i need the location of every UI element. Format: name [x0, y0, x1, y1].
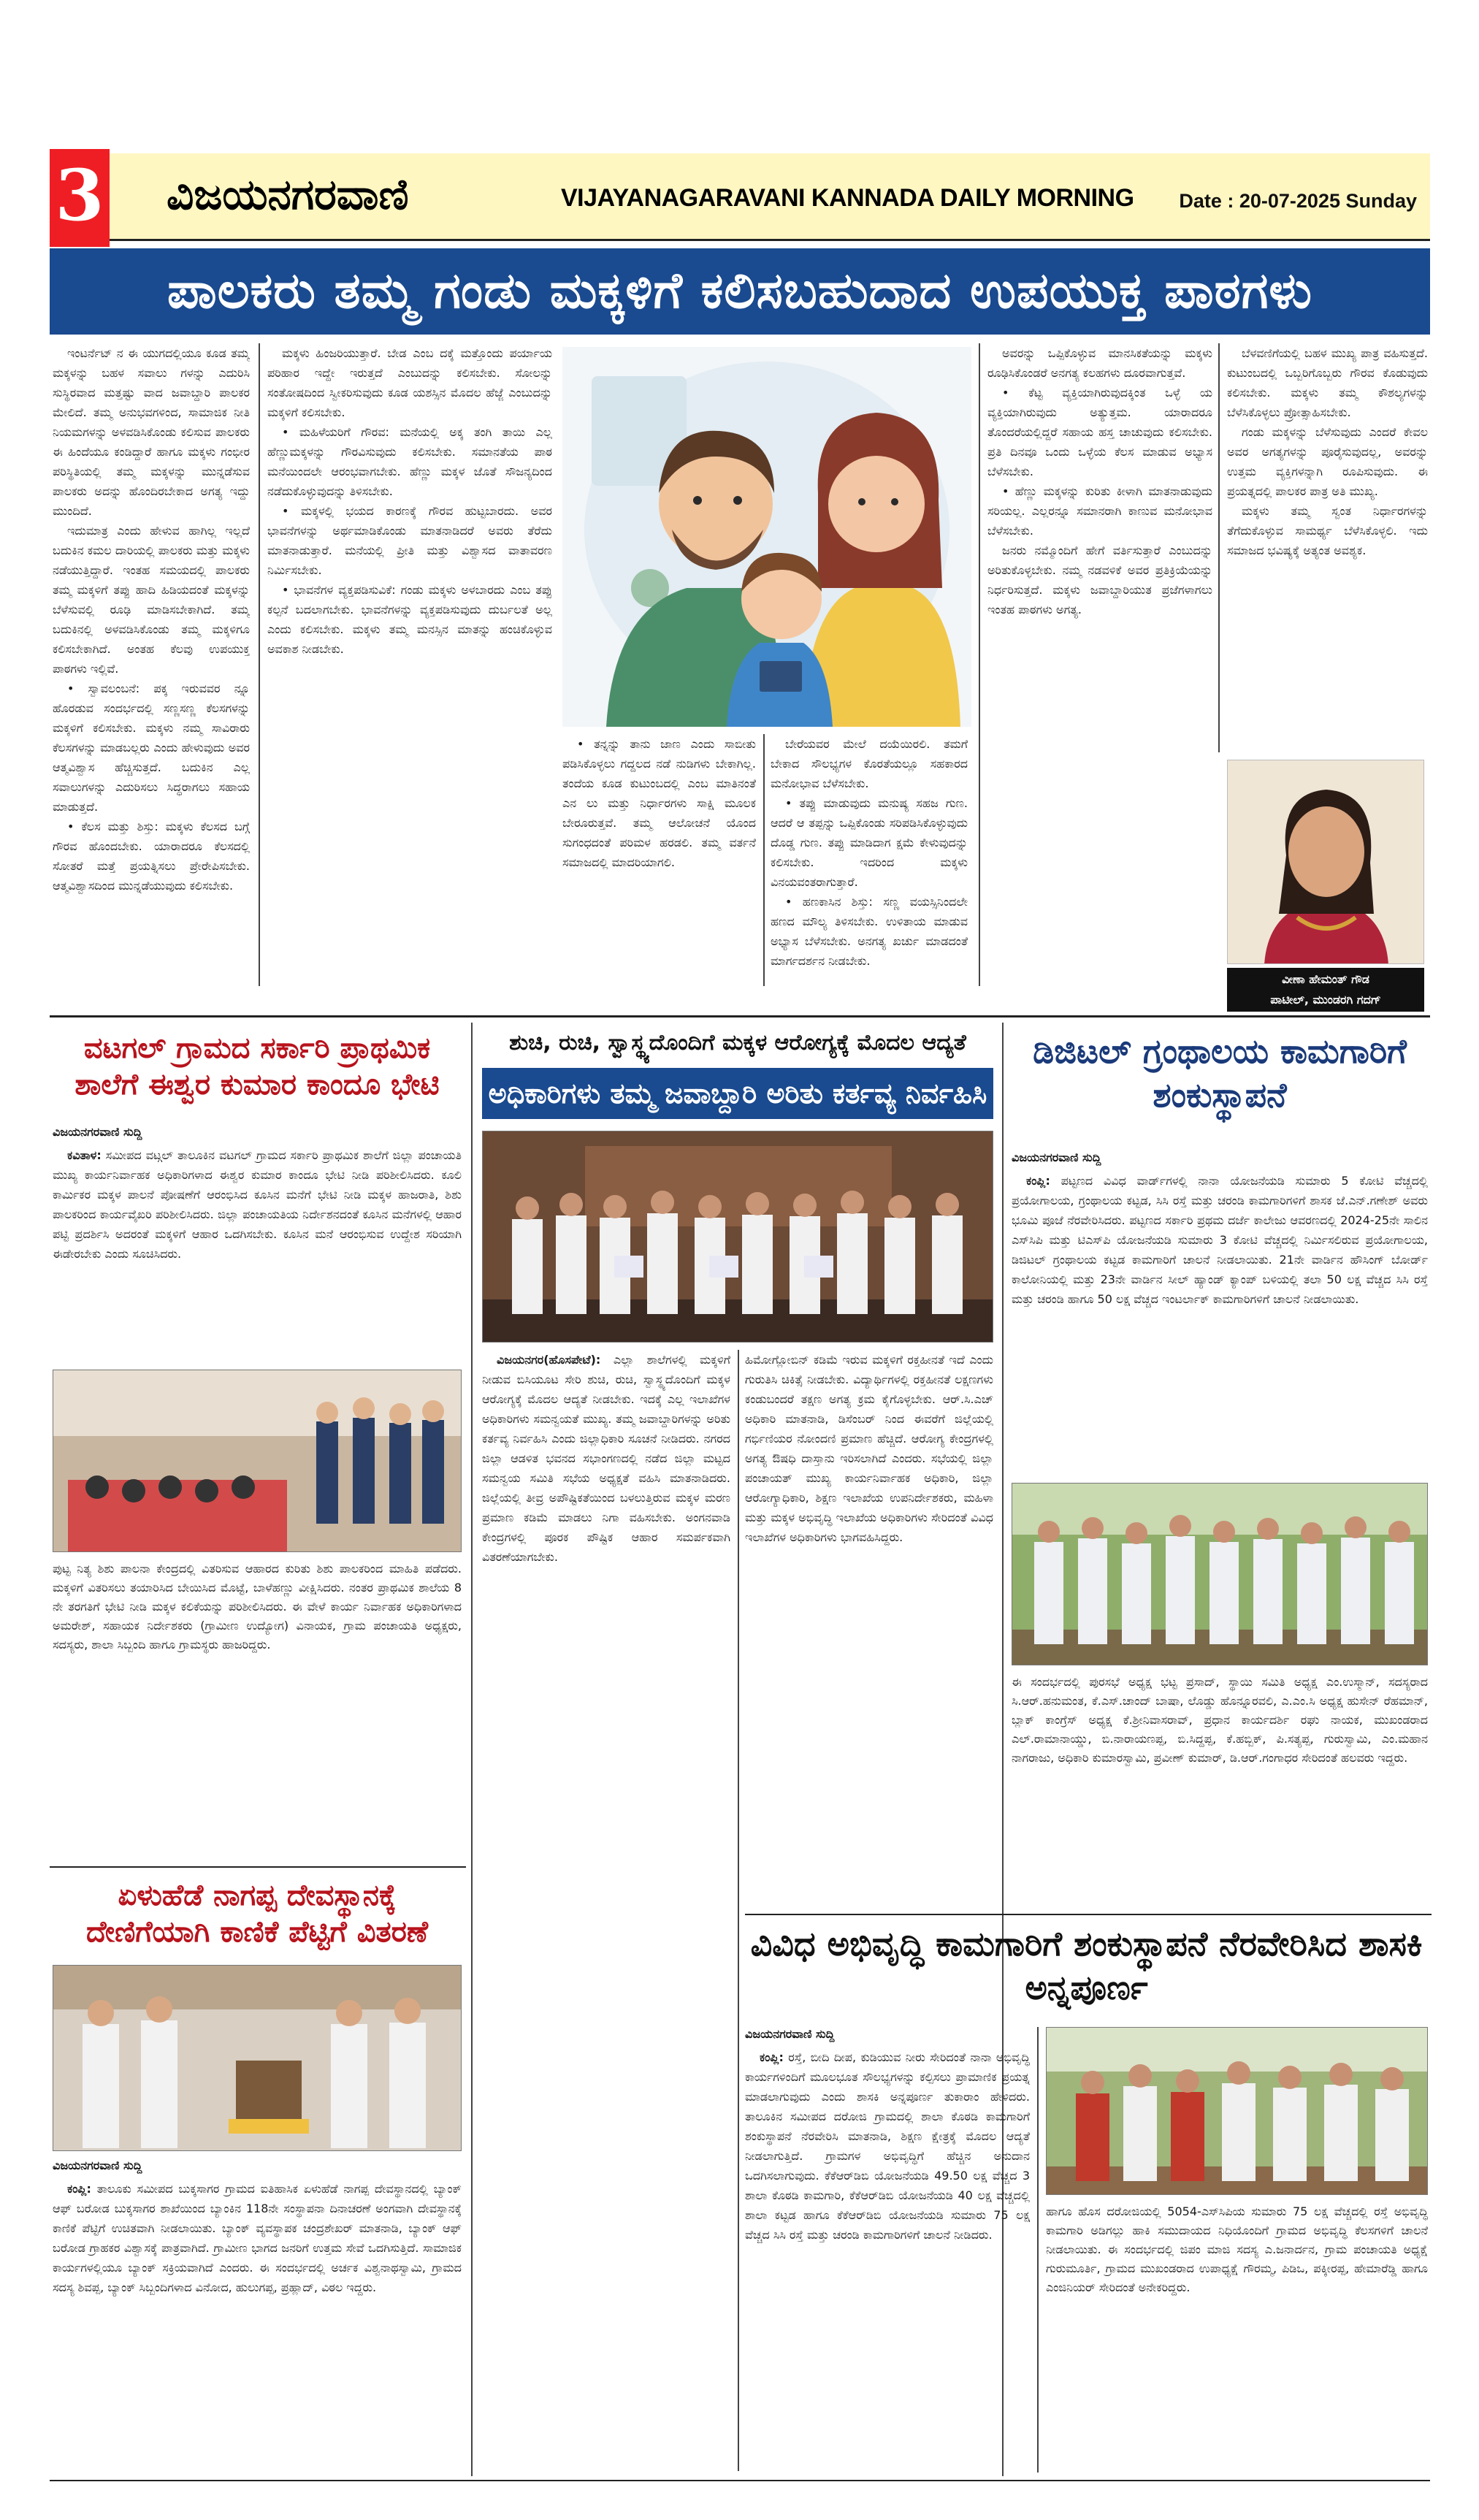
lead-paragraph: ಇದುಮಾತ್ರ ಎಂದು ಹೇಳುವ ಹಾಗಿಲ್ಲ ಇಲ್ಲದೆ ಬದುಕಿನ ಕಮಲ ದಾರಿಯಲ್ಲಿ ಪಾಲಕರು ಮತ್ತು ಮಕ್ಕಳು ನಡೆಯುತ್ತಿದ್ದಾರೆ. ಇಂತಹ ಸಮಯದಲ್ಲಿ ಪಾಲಕರು ತಮ್ಮ ಮಕ್ಕಳಿಗೆ ತಪ್ಪು ಹಾದಿ ಹಿಡಿಯದಂತೆ ಮಕ್ಕಳನ್ನು ಬೆಳೆಸುವಲ್ಲಿ ರೂಢಿ ಮಾಡಿಸಬೇಕಾಗಿದೆ. ತಮ್ಮ ಬದುಕಿನಲ್ಲಿ ಅಳವಡಿಸಿಕೊಂಡು ತಮ್ಮ ಮಕ್ಕಳಿಗೂ ಕಲಿಸಬೇಕಾಗಿದೆ. ಅಂತಹ ಕೆಲವು ಉಪಯುಕ್ತ ಪಾಠಗಳು ಇಲ್ಲಿವೆ. — [53, 524, 250, 676]
section-divider — [50, 1866, 466, 1868]
lead-headline: ಪಾಲಕರು ತಮ್ಮ ಗಂಡು ಮಕ್ಕಳಿಗೆ ಕಲಿಸಬಹುದಾದ ಉಪಯುಕ್ತ ಪಾಠಗಳು — [50, 248, 1430, 335]
lead-paragraph: • ಹಣಕಾಸಿನ ಶಿಸ್ತು: ಸಣ್ಣ ವಯಸ್ಸಿನಿಂದಲೇ ಹಣದ ಮೌಲ್ಯ ತಿಳಿಸಬೇಕು. ಉಳಿತಾಯ ಮಾಡುವ ಅಭ್ಯಾಸ ಬೆಳೆಸಬೇಕು. ಅನಗತ್ಯ ಖರ್ಚು ಮಾಡದಂತೆ ಮಾರ್ಗದರ್ಶನ ನೀಡಬೇಕು. — [771, 895, 968, 968]
temple-text: ತಾಲೂಕು ಸಮೀಪದ ಬುಕ್ಕಸಾಗರ ಗ್ರಾಮದ ಐತಿಹಾಸಿಕ ಏಳುಹೆಡೆ ನಾಗಪ್ಪ ದೇವಸ್ಥಾನದಲ್ಲಿ ಬ್ಯಾಂಕ್ ಆಫ್ ಬರೋಡ ಬುಕ್ಕಸಾಗರ ಶಾಖೆಯಿಂದ ಬ್ಯಾಂಕಿನ 118ನೇ ಸಂಸ್ಥಾಪನಾ ದಿನಾಚರಣೆ ಅಂಗವಾಗಿ ದೇವಸ್ಥಾನಕ್ಕೆ ಕಾಣಿಕೆ ಪೆಟ್ಟಿಗೆ ಉಚಿತವಾಗಿ ನೀಡಲಾಯಿತು. ಬ್ಯಾಂಕ್ ವ್ಯವಸ್ಥಾಪಕ ಚಂದ್ರಶೇಖರ್ ಮಾತನಾಡಿ, ಬ್ಯಾಂಕ್ ಆಫ್ ಬರೋಡ ಗ್ರಾಹಕರ ವಿಶ್ವಾಸಕ್ಕೆ ಪಾತ್ರವಾಗಿದೆ. ಗ್ರಾಮೀಣ ಭಾಗದ ಜನರಿಗೆ ಉತ್ತಮ ಸೇವೆ ಒದಗಿಸುತ್ತಿದೆ. ಸಾಮಾಜಿಕ ಕಾರ್ಯಗಳಲ್ಲಿಯೂ ಬ್ಯಾಂಕ್ ಸಕ್ರಿಯವಾಗಿದೆ ಎಂದರು. ಈ ಸಂದರ್ಭದಲ್ಲಿ ಅರ್ಚಕ ವಿಶ್ವನಾಥಸ್ವಾಮಿ, ಗ್ರಾಮದ ಸದಸ್ಯ ಶಿವಪ್ಪ, ಬ್ಯಾಂಕ್ ಸಿಬ್ಬಂದಿಗಳಾದ ವಿನೋದ, ಹುಲುಗಪ್ಪ, ಪ್ರಹ್ಲಾದ್, ವಿಠಲ ಇದ್ದರು. — [53, 2182, 462, 2294]
works-body-left — [745, 2047, 1030, 2471]
temple-photo — [53, 1965, 462, 2151]
works-text: ರಸ್ತೆ, ಬೀದಿ ದೀಪ, ಕುಡಿಯುವ ನೀರು ಸೇರಿದಂತೆ ನಾನಾ ಅಭಿವೃದ್ಧಿ ಕಾರ್ಯಗಳಿಂದಿಗೆ ಮೂಲಭೂತ ಸೌಲಭ್ಯಗಳನ್ನು ಕಲ್ಪಿಸಲು ಪ್ರಾಮಾಣಿಕ ಪ್ರಯತ್ನ ಮಾಡಲಾಗುವುದು ಎಂದು ಶಾಸಕಿ ಅನ್ನಪೂರ್ಣ ತುಕಾರಾಂ ಹೇಳಿದರು. ತಾಲೂಕಿನ ಸಮೀಪದ ದರೋಜಿ ಗ್ರಾಮದಲ್ಲಿ ಶಾಲಾ ಕೊಠಡಿ ಕಾಮಗಾರಿಗೆ ಶಂಕುಸ್ಥಾಪನೆ ನೆರವೇರಿಸಿ ಮಾತನಾಡಿ, ಶಿಕ್ಷಣ ಕ್ಷೇತ್ರಕ್ಕೆ ಮೊದಲ ಆದ್ಯತೆ ನೀಡಲಾಗುತ್ತಿದೆ. ಗ್ರಾಮಗಳ ಅಭಿವೃದ್ಧಿಗೆ ಹೆಚ್ಚಿನ ಅನುದಾನ ಒದಗಿಸಲಾಗುವುದು. ಕೆಕೆಆರ್‌ಡಿಬಿ ಯೋಜನೆಯಡಿ 49.50 ಲಕ್ಷ ವೆಚ್ಚದ 3 ಶಾಲಾ ಕೊಠಡಿ ಕಾಮಗಾರಿ, ಕೆಕೆಆರ್‌ಡಿಬಿ ಯೋಜನೆಯಡಿ 40 ಲಕ್ಷ ವೆಚ್ಚದಲ್ಲಿ ಶಾಲಾ ಕಟ್ಟಡ ಹಾಗೂ ಕೆಕೆಆರ್‌ಡಿಬಿ ಯೋಜನೆಯಡಿ ಸುಮಾರು 75 ಲಕ್ಷ ವೆಚ್ಚದ ಸಿಸಿ ರಸ್ತೆ ಮತ್ತು ಚರಂಡಿ ಕಾಮಗಾರಿಗಳಿಗೆ ಚಾಲನೆ ನೀಡಿದರು. — [745, 2050, 1030, 2242]
lead-paragraph: • ಕೆಲಸ ಮತ್ತು ಶಿಸ್ತು: ಮಕ್ಕಳು ಕೆಲಸದ ಬಗ್ಗೆ ಗೌರವ ಹೊಂದಬೇಕು. ಯಾರಾದರೂ ಕೆಲಸದಲ್ಲಿ ಸೋತರೆ ಮತ್ತೆ ಪ್ರಯತ್ನಿಸಲು ಪ್ರೇರೇಪಿಸಬೇಕು. ಆತ್ಮವಿಶ್ವಾಸದಿಂದ ಮುನ್ನಡೆಯುವುದು ಕಲಿಸಬೇಕು. — [53, 820, 250, 893]
newspaper-title-kannada: ವಿಜಯನಗರವಾಣಿ — [167, 169, 409, 219]
health-kicker: ಶುಚಿ, ರುಚಿ, ಸ್ವಾಸ್ಥ್ಯದೊಂದಿಗೆ ಮಕ್ಕಳ ಆರೋಗ್ಯಕ್ಕೆ ಮೊದಲ ಆದ್ಯತೆ — [509, 1030, 966, 1055]
health-body-left — [482, 1350, 730, 2471]
lead-paragraph: • ಮಹಿಳೆಯರಿಗೆ ಗೌರವ: ಮನೆಯಲ್ಲಿ ಅಕ್ಕ ತಂಗಿ ತಾಯಿ ಎಲ್ಲ ಹೆಣ್ಣುಮಕ್ಕಳನ್ನು ಗೌರವಿಸುವುದು ಕಲಿಸಬೇಕು. ಸಮಾನತೆಯ ಪಾಠ ಮನೆಯಿಂದಲೇ ಆರಂಭವಾಗಬೇಕು. ಹೆಣ್ಣು ಮಕ್ಕಳ ಜೊತೆ ಸೌಜನ್ಯದಿಂದ ನಡೆದುಕೊಳ್ಳುವುದನ್ನು ತಿಳಿಸಬೇಕು. — [267, 425, 552, 498]
lead-paragraph: ಬೇರೆಯವರ ಮೇಲೆ ದಯೆಯಿರಲಿ. ತಮಗೆ ಬೇಕಾದ ಸೌಲಭ್ಯಗಳ ಕೊರತೆಯಲ್ಲೂ ಸಹಕಾರದ ಮನೋಭಾವ ಬೆಳೆಸಬೇಕು. — [771, 737, 968, 790]
lead-paragraph: • ಮಕ್ಕಳಲ್ಲಿ ಭಯದ ಕಾರಣಕ್ಕೆ ಗೌರವ ಹುಟ್ಟಬಾರದು. ಅವರ ಭಾವನೆಗಳನ್ನು ಅರ್ಥಮಾಡಿಕೊಂಡು ಮಾತನಾಡಿದರೆ ಅವರು ತೆರೆದು ಮಾತನಾಡುತ್ತಾರೆ. ಮನೆಯಲ್ಲಿ ಪ್ರೀತಿ ಮತ್ತು ವಿಶ್ವಾಸದ ವಾತಾವರಣ ನಿರ್ಮಿಸಬೇಕು. — [267, 504, 552, 577]
health-headline: ಅಧಿಕಾರಿಗಳು ತಮ್ಮ ಜವಾಬ್ದಾರಿ ಅರಿತು ಕರ್ತವ್ಯ ನಿರ್ವಹಿಸಿ — [482, 1068, 993, 1119]
lead-paragraph: • ತನ್ನನ್ನು ತಾನು ಜಾಣ ಎಂದು ಸಾಬೀತು ಪಡಿಸಿಕೊಳ್ಳಲು ಗದ್ದಲದ ನಡೆ ನುಡಿಗಳು ಬೇಕಾಗಿಲ್ಲ. ತಂದೆಯ ಕೂಡ ಕುಟುಂಬದಲ್ಲಿ ಎಂಬ ಮಾತಿನಂತೆ ಎನ ಲು ಮತ್ತು ನಿರ್ಧಾರಗಳು ಸಾಕ್ಷಿ ಮೂಲಕ ಬೇರೂರುತ್ತವೆ. ತಮ್ಮ ಆಲೋಚನೆ ಯೊಂದ ಸುಗಂಧದಂತೆ ಪರಿಮಳ ಹರಡಲಿ. ತಮ್ಮ ವರ್ತನೆ ಸಮಾಜದಲ್ಲಿ ಮಾದರಿಯಾಗಲಿ. — [562, 737, 756, 869]
column-divider — [471, 1023, 473, 2476]
lead-paragraph: ಇಂಟರ್ನೆಟ್ ನ ಈ ಯುಗದಲ್ಲಿಯೂ ಕೂಡ ತಮ್ಮ ಮಕ್ಕಳನ್ನು ಬಹಳ ಸವಾಲು ಗಳನ್ನು ಎದುರಿಸಿ ಸುಸ್ಥಿರವಾದ ಮತ್ತಷ್ಟು ವಾದ ಜವಾಬ್ದಾರಿ ಪಾಲಕರ ಮೇಲಿದೆ. ತಮ್ಮ ಅನುಭವಗಳಿಂದ, ಸಾಮಾಜಿಕ ನೀತಿ ನಿಯಮಗಳನ್ನು ಅಳವಡಿಸಿಕೊಂಡು ಕಲಿಸುವ ಪಾಲಕರು ಈ ಹಿಂದೆಯೂ ಕಂಡಿದ್ದಾರೆ ಹಾಗೂ ಮಕ್ಕಳು ಗಂಭೀರ ಪರಿಸ್ಥಿತಿಯಲ್ಲಿ ತಮ್ಮ ಮಕ್ಕಳನ್ನು ಮುನ್ನಡೆಸುವ ಪಾಲಕರು ಅದನ್ನು ಹೊಂದಿರಬೇಕಾದ ಅಗತ್ಯ ಇದ್ದು ಮುಂದಿದೆ. — [53, 346, 250, 518]
lead-paragraph: ಜನರು ನಮ್ಮೊಂದಿಗೆ ಹೇಗೆ ವರ್ತಿಸುತ್ತಾರೆ ಎಂಬುದನ್ನು ಅರಿತುಕೊಳ್ಳಬೇಕು. ನಮ್ಮ ನಡವಳಿಕೆ ಅವರ ಪ್ರತಿಕ್ರಿಯೆಯನ್ನು ನಿರ್ಧರಿಸುತ್ತದೆ. ಮಕ್ಕಳು ಜವಾಬ್ದಾರಿಯುತ ಪ್ರಜೆಗಳಾಗಲು ಇಂತಹ ಪಾಠಗಳು ಅಗತ್ಯ. — [987, 543, 1212, 616]
column-divider — [738, 1350, 739, 2471]
lead-paragraph: • ಹೆಣ್ಣು ಮಕ್ಕಳನ್ನು ಕುರಿತು ಕೀಳಾಗಿ ಮಾತನಾಡುವುದು ಸರಿಯಲ್ಲ. ಎಲ್ಲರನ್ನೂ ಸಮಾನರಾಗಿ ಕಾಣುವ ಮನೋಭಾವ ಬೆಳೆಸಬೇಕು. — [987, 484, 1212, 538]
library-text: ಪಟ್ಟಣದ ವಿವಿಧ ವಾರ್ಡ್‌ಗಳಲ್ಲಿ ನಾನಾ ಯೋಜನೆಯಡಿ ಸುಮಾರು 5 ಕೋಟಿ ವೆಚ್ಚದಲ್ಲಿ ಪ್ರಯೋಗಾಲಯ, ಗ್ರಂಥಾಲಯ ಕಟ್ಟಡ, ಸಿಸಿ ರಸ್ತೆ ಮತ್ತು ಚರಂಡಿ ಕಾಮಗಾರಿಗಳಿಗೆ ಶಾಸಕ ಜೆ.ಎನ್.ಗಣೇಶ್ ಅವರು ಭೂಮಿ ಪೂಜೆ ನೆರವೇರಿಸಿದರು. ಪಟ್ಟಣದ ಸರ್ಕಾರಿ ಪ್ರಥಮ ದರ್ಜೆ ಕಾಲೇಜು ಆವರಣದಲ್ಲಿ 2024-25ನೇ ಸಾಲಿನ ಎಸ್‌ಸಿಪಿ ಮತ್ತು ಟಿಎಸ್‌ಪಿ ಯೋಜನೆಯಡಿ ಸುಮಾರು 3 ಕೋಟಿ ವೆಚ್ಚದಲ್ಲಿ ನಿರ್ಮಿಸಲಿರುವ ಪ್ರಯೋಗಾಲಯ, ಡಿಜಿಟಲ್ ಗ್ರಂಥಾಲಯ ಕಟ್ಟಡ ಕಾಮಗಾರಿಗೆ ಚಾಲನೆ ನೀಡಲಾಯಿತು. 21ನೇ ವಾರ್ಡಿನ ಹೌಸಿಂಗ್ ಬೋರ್ಡ್ ಕಾಲೋನಿಯಲ್ಲಿ ಮತ್ತು 23ನೇ ವಾರ್ಡಿನ ಸೀಲ್ ಹ್ಯಾಂಡ್ ಕ್ಯಾಂಪ್ ಬಳಿಯಲ್ಲಿ ತಲಾ 50 ಲಕ್ಷ ವೆಚ್ಚದ ಸಿಸಿ ರಸ್ತೆ ಮತ್ತು ಚರಂಡಿ ಹಾಗೂ 50 ಲಕ್ಷ ವೆಚ್ಚದ ಇಂಟರ್ಲಾಕ್ ಕಾಮಗಾರಿಗಳಿಗೆ ಚಾಲನೆ ನೀಡಲಾಯಿತು. — [1012, 1174, 1428, 1306]
author-photo — [1227, 760, 1424, 964]
column-divider — [1218, 343, 1220, 752]
works-continued: ಹಾಗೂ ಹೊಸ ದರೋಜಿಯಲ್ಲಿ 5054-ಎಸ್‌ಸಿಪಿಯ ಸುಮಾರು 75 ಲಕ್ಷ ವೆಚ್ಚದಲ್ಲಿ ರಸ್ತೆ ಅಭಿವೃದ್ಧಿ ಕಾಮಗಾರಿ ಅಡಿಗಲ್ಲು ಹಾಕಿ ಸಮುದಾಯದ ನಿಧಿಯೊಂದಿಗೆ ಗ್ರಾಮದ ಅಭಿವೃದ್ಧಿ ಕೆಲಸಗಳಿಗೆ ಚಾಲನೆ ನೀಡಲಾಯಿತು. ಈ ಸಂದರ್ಭದಲ್ಲಿ ಜಿಪಂ ಮಾಜಿ ಸದಸ್ಯ ಎ.ಜನಾರ್ದನ, ಗ್ರಾಮ ಪಂಚಾಯತಿ ಅಧ್ಯಕ್ಷೆ ಗುರುಮೂರ್ತಿ, ಗ್ರಾಮದ ಮುಖಂಡರಾದ ಉಪಾಧ್ಯಕ್ಷೆ ಗೌರಮ್ಮ, ಪಿಡಿಒ, ಪಕ್ಕೀರಪ್ಪ, ಹೇಮಾರೆಡ್ಡಿ ಹಾಗೂ ಎಂಜಿನಿಯರ್ ಸೇರಿದಂತೆ ಅನೇಕರಿದ್ದರು. — [1046, 2204, 1428, 2294]
page-number: 3 — [50, 149, 110, 247]
lead-paragraph: ಗಂಡು ಮಕ್ಕಳನ್ನು ಬೆಳೆಸುವುದು ಎಂದರೆ ಕೇವಲ ಅವರ ಅಗತ್ಯಗಳನ್ನು ಪೂರೈಸುವುದಲ್ಲ, ಅವರನ್ನು ಉತ್ತಮ ವ್ಯಕ್ತಿಗಳನ್ನಾಗಿ ರೂಪಿಸುವುದು. ಈ ಪ್ರಯತ್ನದಲ್ಲಿ ಪಾಲಕರ ಪಾತ್ರ ಅತಿ ಮುಖ್ಯ. — [1227, 425, 1428, 498]
temple-body — [53, 2179, 462, 2471]
author-caption — [1227, 968, 1424, 1012]
temple-headline: ಏಳುಹೆಡೆ ನಾಗಪ್ಪ ದೇವಸ್ಥಾನಕ್ಕೆ ದೇಣಿಗೆಯಾಗಿ ಕಾಣಿಕೆ ಪೆಟ್ಟಿಗೆ ವಿತರಣೆ — [86, 1879, 428, 1949]
lead-column-1 — [53, 343, 250, 986]
lead-paragraph: • ಕೆಟ್ಟ ವ್ಯಕ್ತಿಯಾಗಿರುವುದಕ್ಕಿಂತ ಒಳ್ಳೆ ಯ ವ್ಯಕ್ತಿಯಾಗಿರುವುದು ಅತ್ಯುತ್ತಮ. ಯಾರಾದರೂ ತೊಂದರೆಯಲ್ಲಿದ್ದರೆ ಸಹಾಯ ಹಸ್ತ ಚಾಚುವುದು ಕಲಿಸಬೇಕು. ಪ್ರತಿ ದಿನವೂ ಒಂದು ಒಳ್ಳೆಯ ಕೆಲಸ ಮಾಡುವ ಅಭ್ಯಾಸ ಬೆಳೆಸಬೇಕು. — [987, 386, 1212, 478]
library-headline: ಡಿಜಿಟಲ್ ಗ್ರಂಥಾಲಯ ಕಾಮಗಾರಿಗೆ ಶಂಕುಸ್ಥಾಪನೆ — [1033, 1031, 1407, 1115]
school-visit-dateline: ಕವಿತಾಳ: — [67, 1148, 102, 1162]
health-text: ಎಲ್ಲಾ ಶಾಲೆಗಳಲ್ಲಿ ಮಕ್ಕಳಿಗೆ ನೀಡುವ ಬಿಸಿಯೂಟ ಸೇರಿ ಶುಚಿ, ರುಚಿ, ಸ್ವಾಸ್ಥ್ಯದೊಂದಿಗೆ ಮಕ್ಕಳ ಆರೋಗ್ಯಕ್ಕೆ ಮೊದಲ ಆದ್ಯತೆ ನೀಡಬೇಕು. ಇದಕ್ಕೆ ಎಲ್ಲ ಇಲಾಖೆಗಳ ಅಧಿಕಾರಿಗಳು ಸಮನ್ವಯತೆ ಮುಖ್ಯ. ತಮ್ಮ ಜವಾಬ್ದಾರಿಗಳನ್ನು ಅರಿತು ಕರ್ತವ್ಯ ನಿರ್ವಹಿಸಿ ಎಂದು ಜಿಲ್ಲಾಧಿಕಾರಿ ಸೂಚನೆ ನೀಡಿದರು. ನಗರದ ಜಿಲ್ಲಾ ಆಡಳಿತ ಭವನದ ಸಭಾಂಗಣದಲ್ಲಿ ನಡೆದ ಜಿಲ್ಲಾ ಮಟ್ಟದ ಸಮನ್ವಯ ಸಮಿತಿ ಸಭೆಯ ಅಧ್ಯಕ್ಷತೆ ವಹಿಸಿ ಮಾತನಾಡಿದರು. ಜಿಲ್ಲೆಯಲ್ಲಿ ತೀವ್ರ ಅಪೌಷ್ಟಿಕತೆಯಿಂದ ಬಳಲುತ್ತಿರುವ ಮಕ್ಕಳ ಮರಣ ಪ್ರಮಾಣ ಕಡಿಮೆ ಮಾಡಲು ನಿಗಾ ವಹಿಸಬೇಕು. ಅಂಗನವಾಡಿ ಕೇಂದ್ರಗಳಲ್ಲಿ ಪೂರಕ ಪೌಷ್ಟಿಕ ಆಹಾರ ಸಮರ್ಪಕವಾಗಿ ವಿತರಣೆಯಾಗಬೇಕು. — [482, 1353, 730, 1564]
lead-paragraph: ಅವರನ್ನು ಒಪ್ಪಿಕೊಳ್ಳುವ ಮಾನಸಿಕತೆಯನ್ನು ಮಕ್ಕಳು ರೂಢಿಸಿಕೊಂಡರೆ ಅನಗತ್ಯ ಕಲಹಗಳು ದೂರವಾಗುತ್ತವೆ. — [987, 346, 1212, 380]
masthead — [50, 153, 1430, 241]
temple-byline: ವಿಜಯನಗರವಾಣಿ ಸುದ್ದಿ — [53, 2158, 142, 2172]
health-dateline: ವಿಜಯನಗರ(ಹೊಸಪೇಟೆ): — [497, 1353, 601, 1367]
school-visit-body — [53, 1145, 462, 1364]
newspaper-title-english: VIJAYANAGARAVANI KANNADA DAILY MORNING — [561, 184, 1134, 212]
school-visit-byline: ವಿಜಯನಗರವಾಣಿ ಸುದ್ದಿ — [53, 1125, 142, 1139]
lead-column-4 — [771, 734, 968, 986]
works-dateline: ಕಂಪ್ಲಿ: — [760, 2050, 784, 2064]
issue-date: Date : 20-07-2025 Sunday — [1179, 190, 1417, 212]
section-divider — [745, 1914, 1432, 1915]
school-visit-continued: ಪುಟ್ಟ ನಿತ್ಯ ಶಿಶು ಪಾಲನಾ ಕೇಂದ್ರದಲ್ಲಿ ವಿತರಿಸುವ ಆಹಾರದ ಕುರಿತು ಶಿಶು ಪಾಲಕರಿಂದ ಮಾಹಿತಿ ಪಡೆದರು. ಮಕ್ಕಳಿಗೆ ವಿತರಿಸಲು ತಯಾರಿಸಿದ ಬೇಯಿಸಿದ ಮೊಟ್ಟೆ, ಬಾಳೆಹಣ್ಣು ವೀಕ್ಷಿಸಿದರು. ನಂತರ ಪ್ರಾಥಮಿಕ ಶಾಲೆಯ 8 ನೇ ತರಗತಿಗೆ ಭೇಟಿ ನೀಡಿ ಮಕ್ಕಳ ಕಲಿಕೆಯನ್ನು ಪರಿಶೀಲಿಸಿದರು. ಈ ವೇಳೆ ಕಾರ್ಯ ನಿರ್ವಾಹಕ ಅಧಿಕಾರಿಗಳಾದ ಅಮರೇಶ್, ಸಹಾಯಕ ನಿರ್ದೇಶಕರು (ಗ್ರಾಮೀಣ ಉದ್ಯೋಗ) ವಿನಾಯಕ, ಗ್ರಾಮ ಪಂಚಾಯತಿ ಅಧ್ಯಕ್ಷರು, ಸದಸ್ಯರು, ಶಾಲಾ ಸಿಬ್ಬಂದಿ ಹಾಗೂ ಗ್ರಾಮಸ್ಥರು ಹಾಜರಿದ್ದರು. — [53, 1562, 462, 1652]
column-divider — [763, 734, 765, 986]
works-headline: ವಿವಿಧ ಅಭಿವೃದ್ಧಿ ಕಾಮಗಾರಿಗೆ ಶಂಕುಸ್ಥಾಪನೆ ನೆರವೇರಿಸಿದ ಶಾಸಕಿ ಅನ್ನಪೂರ್ಣ — [750, 1924, 1423, 2007]
health-meeting-photo — [482, 1131, 993, 1343]
lead-column-6 — [1227, 343, 1428, 752]
library-dateline: ಕಂಪ್ಲಿ: — [1026, 1174, 1050, 1188]
lead-paragraph: • ಸ್ವಾವಲಂಬನೆ: ಪಕ್ಕ ಇರುವವರ ನ್ನೂ ಹೊರಡುವ ಸಂದರ್ಭದಲ್ಲಿ ಸಣ್ಣಸಣ್ಣ ಕೆಲಸಗಳನ್ನು ಮಕ್ಕಳಿಗೆ ಕಲಿಸಬೇಕು. ಮಕ್ಕಳು ನಮ್ಮ ಸಾವಿರಾರು ಕೆಲಸಗಳನ್ನು ಮಾಡಬಲ್ಲರು ಎಂದು ಹೇಳುವುದು ಅವರ ಆತ್ಮವಿಶ್ವಾಸ ಹೆಚ್ಚಿಸುತ್ತದೆ. ಬದುಕಿನ ಎಲ್ಲ ಸವಾಲುಗಳನ್ನು ಎದುರಿಸಲು ಸಿದ್ಧರಾಗಲು ಸಹಾಯ ಮಾಡುತ್ತದೆ. — [53, 681, 250, 814]
health-body-right: ಹಿಮೋಗ್ಲೋಬಿನ್ ಕಡಿಮೆ ಇರುವ ಮಕ್ಕಳಿಗೆ ರಕ್ತಹೀನತೆ ಇದೆ ಎಂದು ಗುರುತಿಸಿ ಚಿಕಿತ್ಸೆ ನೀಡಬೇಕು. ವಿದ್ಯಾರ್ಥಿಗಳಲ್ಲಿ ರಕ್ತಹೀನತೆ ಲಕ್ಷಣಗಳು ಕಂಡುಬಂದರೆ ತಕ್ಷಣ ಅಗತ್ಯ ಕ್ರಮ ಕೈಗೊಳ್ಳಬೇಕು. ಆರ್.ಸಿ.ಎಚ್ ಅಧಿಕಾರಿ ಮಾತನಾಡಿ, ಡಿಸೆಂಬರ್ ನಿಂದ ಈವರೆಗೆ ಜಿಲ್ಲೆಯಲ್ಲಿ ಗರ್ಭಿಣಿಯರ ನೋಂದಣಿ ಪ್ರಮಾಣ ಹೆಚ್ಚಿದೆ. ಆರೋಗ್ಯ ಕೇಂದ್ರಗಳಲ್ಲಿ ಅಗತ್ಯ ಔಷಧಿ ದಾಸ್ತಾನು ಇರಿಸಲಾಗಿದೆ ಎಂದರು. ಸಭೆಯಲ್ಲಿ ಜಿಲ್ಲಾ ಪಂಚಾಯತ್ ಮುಖ್ಯ ಕಾರ್ಯನಿರ್ವಾಹಕ ಅಧಿಕಾರಿ, ಜಿಲ್ಲಾ ಆರೋಗ್ಯಾಧಿಕಾರಿ, ಶಿಕ್ಷಣ ಇಲಾಖೆಯ ಉಪನಿರ್ದೇಶಕರು, ಮಹಿಳಾ ಮತ್ತು ಮಕ್ಕಳ ಅಭಿವೃದ್ಧಿ ಇಲಾಖೆಯ ಅಧಿಕಾರಿಗಳು ಸೇರಿದಂತೆ ವಿವಿಧ ಇಲಾಖೆಗಳ ಅಧಿಕಾರಿಗಳು ಭಾಗವಹಿಸಿದ್ದರು. — [745, 1353, 993, 1544]
column-divider — [1037, 2027, 1039, 2473]
section-divider — [50, 1015, 1430, 1017]
library-ceremony-photo — [1012, 1483, 1428, 1665]
author-place: ಪಾಟೀಲ್, ಮುಂಡರಗಿ ಗದಗ್ — [1270, 993, 1381, 1007]
column-divider — [259, 343, 260, 986]
lead-paragraph: • ತಪ್ಪು ಮಾಡುವುದು ಮನುಷ್ಯ ಸಹಜ ಗುಣ. ಆದರೆ ಆ ತಪ್ಪನ್ನು ಒಪ್ಪಿಕೊಂಡು ಸರಿಪಡಿಸಿಕೊಳ್ಳುವುದು ದೊಡ್ಡ ಗುಣ. ತಪ್ಪು ಮಾಡಿದಾಗ ಕ್ಷಮೆ ಕೇಳುವುದನ್ನು ಕಲಿಸಬೇಕು. ಇದರಿಂದ ಮಕ್ಕಳು ವಿನಯವಂತರಾಗುತ್ತಾರೆ. — [771, 796, 968, 889]
column-divider — [979, 343, 980, 986]
temple-dateline: ಕಂಪ್ಲಿ: — [67, 2182, 91, 2196]
works-ceremony-photo — [1046, 2027, 1428, 2195]
library-byline: ವಿಜಯನಗರವಾಣಿ ಸುದ್ದಿ — [1012, 1150, 1101, 1164]
lead-paragraph: ಮಕ್ಕಳು ಹಿಂಜರಿಯುತ್ತಾರೆ. ಬೇಡ ಎಂಬ ದಕ್ಕೆ ಮತ್ತೊಂದು ಪರ್ಯಾಯ ಪರಿಹಾರ ಇದ್ದೇ ಇರುತ್ತದೆ ಎಂಬುದನ್ನು ಕಲಿಸಬೇಕು. ಸೋಲನ್ನು ಸಂತೋಷದಿಂದ ಸ್ವೀಕರಿಸುವುದು ಕೂಡ ಯಶಸ್ಸಿನ ಮೊದಲ ಹೆಜ್ಜೆ ಎಂಬುದನ್ನು ಮಕ್ಕಳಿಗೆ ಕಲಿಸಬೇಕು. — [267, 346, 552, 419]
school-visit-text: ಸಮೀಪದ ವಟ್ಗಲ್ ತಾಲೂಕಿನ ವಟಗಲ್ ಗ್ರಾಮದ ಸರ್ಕಾರಿ ಪ್ರಾಥಮಿಕ ಶಾಲೆಗೆ ಜಿಲ್ಲಾ ಪಂಚಾಯತಿ ಮುಖ್ಯ ಕಾರ್ಯನಿರ್ವಾಹಕ ಅಧಿಕಾರಿಗಳಾದ ಈಶ್ವರ ಕುಮಾರ ಕಾಂದೂ ಭೇಟಿ ನೀಡಿ ಪರಿಶೀಲಿಸಿದರು. ಕೂಲಿ ಕಾರ್ಮಿಕರ ಮಕ್ಕಳ ಪಾಲನೆ ಪೋಷಣೆಗೆ ಆರಂಭಿಸಿದ ಕೂಸಿನ ಮನೆಗೆ ಭೇಟಿ ನೀಡಿ ಮಕ್ಕಳ ಹಾಜರಾತಿ, ಶಿಶು ಪಾಲಕರಿಂದ ಕಾರ್ಯವೈಖರಿ ಪರಿಶೀಲಿಸಿದರು. ಜಿಲ್ಲಾ ಪಂಚಾಯತಿಯ ನಿರ್ದೇಶನದಂತೆ ಕೂಸಿನ ಮನೆಗಳಲ್ಲಿ ಆಹಾರ ಪಟ್ಟಿ ಪ್ರದರ್ಶಿಸಿ ಅದರಂತೆ ಮಕ್ಕಳಿಗೆ ಆಹಾರ ಒದಗಿಸಬೇಕು. ಕೂಸಿನ ಮನೆ ಆರಂಭಿಸುವ ಉದ್ದೇಶ ಸರಿಯಾಗಿ ಈಡೇರಬೇಕು ಎಂದು ಸೂಚಿಸಿದರು. — [53, 1148, 462, 1261]
family-illustration — [562, 347, 971, 727]
lead-paragraph: ಮಕ್ಕಳು ತಮ್ಮ ಸ್ವಂತ ನಿರ್ಧಾರಗಳನ್ನು ತೆಗೆದುಕೊಳ್ಳುವ ಸಾಮರ್ಥ್ಯ ಬೆಳೆಸಿಕೊಳ್ಳಲಿ. ಇದು ಸಮಾಜದ ಭವಿಷ್ಯಕ್ಕೆ ಅತ್ಯಂತ ಅವಶ್ಯಕ. — [1227, 504, 1428, 557]
school-visit-headline: ವಟಗಲ್ ಗ್ರಾಮದ ಸರ್ಕಾರಿ ಪ್ರಾಥಮಿಕ ಶಾಲೆಗೆ ಈಶ್ವರ ಕುಮಾರ ಕಾಂದೂ ಭೇಟಿ — [74, 1031, 440, 1101]
lead-column-3 — [562, 734, 756, 986]
works-byline: ವಿಜಯನಗರವಾಣಿ ಸುದ್ದಿ — [745, 2027, 835, 2041]
lead-column-5 — [987, 343, 1212, 986]
school-visit-photo — [53, 1370, 462, 1552]
lead-column-2 — [267, 343, 552, 986]
author-name: ವೀಣಾ ಹೇಮಂತ್ ಗೌಡ — [1282, 972, 1369, 986]
lead-paragraph: • ಭಾವನೆಗಳ ವ್ಯಕ್ತಪಡಿಸುವಿಕೆ: ಗಂಡು ಮಕ್ಕಳು ಅಳಬಾರದು ಎಂಬ ತಪ್ಪು ಕಲ್ಪನೆ ಬದಲಾಗಬೇಕು. ಭಾವನೆಗಳನ್ನು ವ್ಯಕ್ತಪಡಿಸುವುದು ದುರ್ಬಲತೆ ಅಲ್ಲ ಎಂದು ಕಲಿಸಬೇಕು. ಮಕ್ಕಳು ತಮ್ಮ ಮನಸ್ಸಿನ ಮಾತನ್ನು ಹಂಚಿಕೊಳ್ಳುವ ಅವಕಾಶ ನೀಡಬೇಕು. — [267, 583, 552, 656]
library-body — [1012, 1171, 1428, 1478]
page-bottom-rule — [50, 2480, 1430, 2481]
library-continued: ಈ ಸಂದರ್ಭದಲ್ಲಿ ಪುರಸಭೆ ಅಧ್ಯಕ್ಷ ಭಟ್ಟ ಪ್ರಸಾದ್, ಸ್ಥಾಯಿ ಸಮಿತಿ ಅಧ್ಯಕ್ಷ ಎಂ.ಉಸ್ಮಾನ್, ಸದಸ್ಯರಾದ ಸಿ.ಆರ್.ಹನುಮಂತ, ಕೆ.ಎಸ್.ಚಾಂದ್ ಬಾಷಾ, ಲೊಡ್ಡು ಹೊನ್ನೂರವಲಿ, ಎ.ಎಂ.ಸಿ ಅಧ್ಯಕ್ಷ ಹುಸೇನ್ ರೆಹಮಾನ್, ಬ್ಲಾಕ್ ಕಾಂಗ್ರೆಸ್ ಅಧ್ಯಕ್ಷ ಕೆ.ಶ್ರೀನಿವಾಸರಾವ್, ಪ್ರಧಾನ ಕಾರ್ಯದರ್ಶಿ ರಘು ನಾಯಕ, ಮುಖಂಡರಾದ ಎಲ್.ರಾಮಾನಾಯ್ಡು, ಬಿ.ನಾರಾಯಣಪ್ಪ, ಬಿ.ಸಿದ್ದಪ್ಪ, ಕೆ.ಹಬ್ಬಿಕ್, ಪಿ.ಸತ್ಯಪ್ಪ, ಗುರುಸ್ವಾಮಿ, ಎಂ.ಮಹಾನ ನಾಗರಾಜು, ಅಧಿಕಾರಿ ಕುಮಾರಸ್ವಾಮಿ, ಪ್ರವೀಣ್ ಕುಮಾರ್, ಡಿ.ಆರ್.ಗಂಗಾಧರ ಸೇರಿದಂತೆ ಹಲವರು ಇದ್ದರು. — [1012, 1675, 1428, 1765]
lead-paragraph: ಬೆಳವಣಿಗೆಯಲ್ಲಿ ಬಹಳ ಮುಖ್ಯ ಪಾತ್ರ ವಹಿಸುತ್ತದೆ. ಕುಟುಂಬದಲ್ಲಿ ಒಬ್ಬರಿಗೊಬ್ಬರು ಗೌರವ ಕೊಡುವುದು ಕಲಿಸಬೇಕು. ಮಕ್ಕಳು ತಮ್ಮ ಕೌಶಲ್ಯಗಳನ್ನು ಬೆಳೆಸಿಕೊಳ್ಳಲು ಪ್ರೋತ್ಸಾಹಿಸಬೇಕು. — [1227, 346, 1428, 419]
